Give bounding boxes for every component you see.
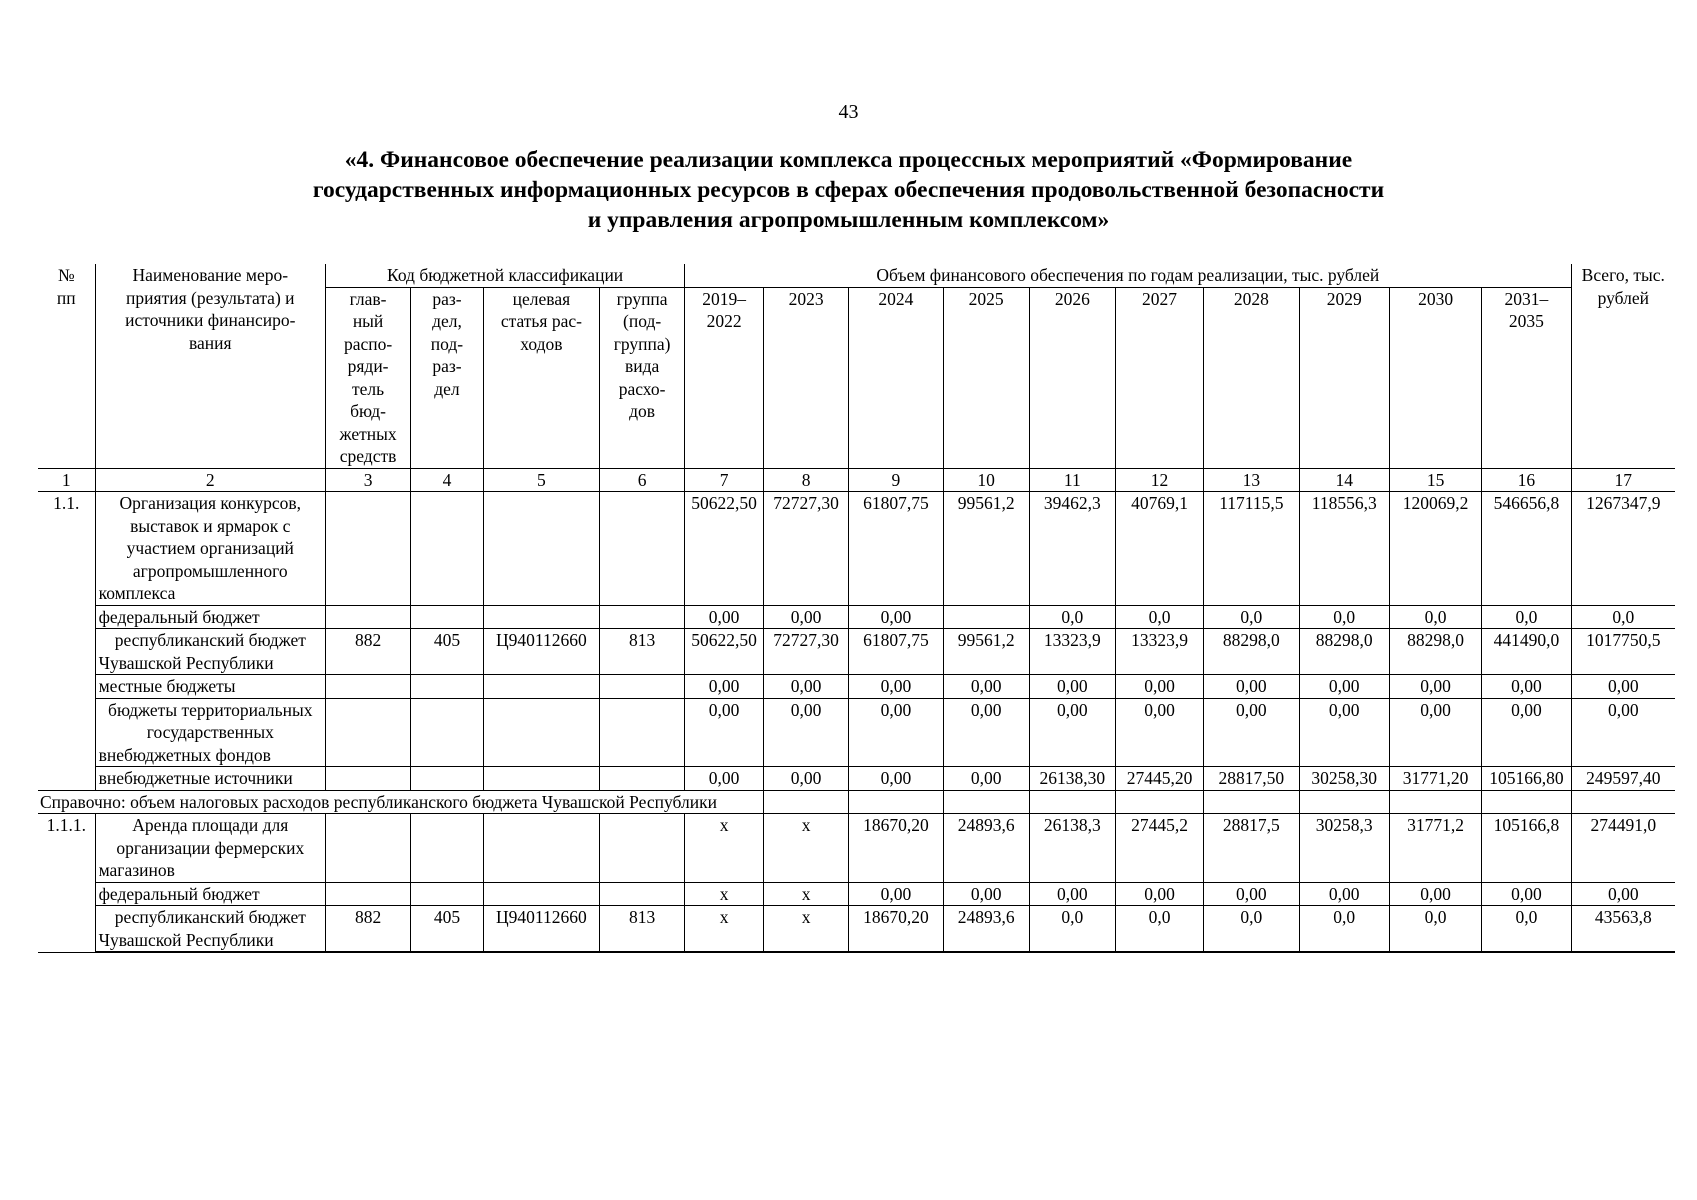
header-year-line: 2024	[878, 288, 914, 309]
row-value: 0,0	[1029, 906, 1115, 953]
header-line: группа	[616, 288, 668, 309]
table-row	[38, 882, 1675, 906]
row-total: 0,00	[1571, 882, 1675, 906]
row-value: 0,00	[1115, 882, 1203, 906]
row-grbs	[326, 698, 411, 767]
row-value: 99561,2	[943, 492, 1029, 606]
row-value: 0,00	[943, 698, 1029, 767]
row-value: 88298,0	[1389, 629, 1481, 675]
reference-section	[38, 790, 1675, 814]
title-line-1: «4. Финансовое обеспечение реализации комплекса процессных мероприятий «Формирование	[344, 147, 1353, 173]
row-value: 24893,6	[943, 814, 1029, 883]
table-row	[38, 698, 1675, 767]
row-target	[483, 882, 599, 906]
header-name	[95, 264, 325, 468]
row-value: 0,00	[764, 767, 849, 791]
row-value: 39462,3	[1029, 492, 1115, 606]
row-value: 24893,6	[943, 906, 1029, 953]
row-group	[600, 767, 685, 791]
row-grbs	[326, 767, 411, 791]
column-number: 14	[1299, 468, 1389, 492]
row-value: 0,00	[1029, 698, 1115, 767]
empty-cell	[849, 790, 943, 814]
header-line: (под-	[623, 311, 662, 331]
header-year	[943, 287, 1029, 468]
header-line: ный	[352, 311, 384, 331]
row-value: 30258,3	[1299, 814, 1389, 883]
table-row	[38, 814, 1675, 883]
row-name: федеральный бюджет	[95, 882, 325, 906]
header-line: рублей	[1597, 287, 1649, 308]
row-section	[411, 698, 484, 767]
table-row	[38, 605, 1675, 629]
row-value: 72727,30	[764, 492, 849, 606]
row-grbs	[326, 675, 411, 699]
row-target: Ц940112660	[483, 906, 599, 953]
empty-cell	[1482, 790, 1571, 814]
row-value: 50622,50	[685, 629, 764, 675]
reference-row	[38, 790, 1675, 814]
row-value: 0,00	[685, 675, 764, 699]
header-year	[849, 287, 943, 468]
row-value: 441490,0	[1482, 629, 1571, 675]
header-section	[411, 287, 484, 468]
header-grbs	[326, 287, 411, 468]
header-line: источники финансиро-	[125, 310, 296, 330]
row-value: 0,00	[1115, 675, 1203, 699]
row-grbs: 882	[326, 906, 411, 953]
row-value: 27445,20	[1115, 767, 1203, 791]
table-row	[38, 492, 1675, 606]
row-value: 0,00	[1389, 675, 1481, 699]
empty-cell	[1029, 790, 1115, 814]
row-value: 0,00	[1482, 698, 1571, 767]
header-line: раз-	[432, 288, 462, 309]
row-total: 0,00	[1571, 675, 1675, 699]
row-name: бюджеты территориальных государственных внебюджетных фондов	[95, 698, 325, 767]
header-line: дов	[629, 401, 656, 421]
row-value: 61807,75	[849, 492, 943, 606]
row-total: 1017750,5	[1571, 629, 1675, 675]
header-line: раз-	[432, 356, 462, 376]
row-value: x	[685, 814, 764, 883]
row-value: 0,00	[849, 605, 943, 629]
row-total: 0,0	[1571, 605, 1675, 629]
row-value: 0,0	[1389, 605, 1481, 629]
empty-cell	[764, 790, 849, 814]
row-value: 0,00	[764, 675, 849, 699]
header-year-line: 2022	[706, 311, 742, 331]
header-year	[1029, 287, 1115, 468]
table-row	[38, 767, 1675, 791]
header-line: статья рас-	[500, 311, 582, 331]
row-value: 0,00	[849, 675, 943, 699]
row-grbs: 882	[326, 629, 411, 675]
header-line: жетных	[339, 423, 397, 444]
row-value: 118556,3	[1299, 492, 1389, 606]
header-line: глав-	[349, 288, 387, 309]
header-year	[764, 287, 849, 468]
header-year-line: 2031–	[1504, 288, 1549, 309]
column-number: 2	[95, 468, 325, 492]
row-value: 0,00	[1299, 882, 1389, 906]
row-value: 0,0	[1204, 906, 1299, 953]
row-value: 0,00	[1029, 882, 1115, 906]
row-number: 1.1.	[38, 492, 95, 791]
header-year	[1204, 287, 1299, 468]
row-value: 0,00	[685, 605, 764, 629]
row-total: 249597,40	[1571, 767, 1675, 791]
table-body-reference	[38, 814, 1675, 953]
empty-cell	[943, 790, 1029, 814]
row-value: 0,0	[1482, 605, 1571, 629]
empty-cell	[1571, 790, 1675, 814]
row-value: 0,00	[849, 882, 943, 906]
header-line: распо-	[343, 333, 393, 354]
empty-cell	[1389, 790, 1481, 814]
row-name: республиканский бюджет Чувашской Республики	[95, 629, 325, 675]
header-row-1	[38, 264, 1675, 287]
row-section: 405	[411, 629, 484, 675]
header-year-line: 2027	[1142, 288, 1177, 309]
row-value: 0,00	[1389, 698, 1481, 767]
row-group	[600, 698, 685, 767]
row-grbs	[326, 492, 411, 606]
row-value: 28817,5	[1204, 814, 1299, 883]
column-number: 3	[326, 468, 411, 492]
header-year-line: 2019–	[702, 288, 746, 309]
header-group	[600, 287, 685, 468]
row-value: 0,00	[1482, 882, 1571, 906]
row-value: 40769,1	[1115, 492, 1203, 606]
header-line: пп	[56, 287, 76, 308]
header-year-line: 2025	[968, 288, 1004, 309]
row-value: 0,0	[1115, 906, 1203, 953]
row-value: 99561,2	[943, 629, 1029, 675]
row-value: 0,00	[943, 675, 1029, 699]
row-value: 546656,8	[1482, 492, 1571, 606]
row-grbs	[326, 882, 411, 906]
row-group: 813	[600, 906, 685, 953]
header-line: дел,	[432, 311, 462, 331]
row-value: 0,0	[1204, 605, 1299, 629]
row-value: 0,00	[849, 767, 943, 791]
row-value: 88298,0	[1204, 629, 1299, 675]
row-value	[943, 605, 1029, 629]
empty-cell	[1299, 790, 1389, 814]
column-number: 6	[600, 468, 685, 492]
header-volume-group: Объем финансового обеспечения по годам реализации, тыс. рублей	[685, 264, 1571, 287]
row-value: 13323,9	[1115, 629, 1203, 675]
column-number: 4	[411, 468, 484, 492]
header-line: приятия (результата) и	[126, 287, 295, 308]
header-line: ходов	[520, 333, 563, 354]
row-group	[600, 492, 685, 606]
row-grbs	[326, 814, 411, 883]
header-line: бюд-	[350, 401, 386, 421]
row-grbs	[326, 605, 411, 629]
header-year-line: 2030	[1418, 288, 1454, 309]
row-value: 0,00	[1204, 698, 1299, 767]
row-target	[483, 698, 599, 767]
column-number: 12	[1115, 468, 1203, 492]
row-value: 0,00	[1299, 675, 1389, 699]
row-value: 0,0	[1029, 605, 1115, 629]
empty-cell	[1204, 790, 1299, 814]
row-value: 30258,30	[1299, 767, 1389, 791]
header-year	[1389, 287, 1481, 468]
header-line: дел	[434, 378, 460, 399]
row-number: 1.1.1.	[38, 814, 95, 953]
row-value: x	[764, 882, 849, 906]
row-section	[411, 675, 484, 699]
header-line: расхо-	[618, 378, 666, 399]
row-value: 27445,2	[1115, 814, 1203, 883]
row-value: 117115,5	[1204, 492, 1299, 606]
row-value: x	[685, 906, 764, 953]
row-group	[600, 675, 685, 699]
header-line: целевая	[512, 288, 571, 309]
row-value: 105166,8	[1482, 814, 1571, 883]
row-total: 0,00	[1571, 698, 1675, 767]
header-line: Всего, тыс.	[1581, 265, 1665, 285]
row-value: 105166,80	[1482, 767, 1571, 791]
header-year	[1482, 287, 1571, 468]
row-target	[483, 675, 599, 699]
row-value: 0,00	[1204, 675, 1299, 699]
row-name: местные бюджеты	[95, 675, 325, 699]
column-number: 1	[38, 468, 95, 492]
row-total: 43563,8	[1571, 906, 1675, 953]
row-value: 0,00	[849, 698, 943, 767]
header-year	[1299, 287, 1389, 468]
row-target	[483, 492, 599, 606]
header-line: №	[57, 265, 75, 285]
row-section	[411, 814, 484, 883]
row-value: 18670,20	[849, 814, 943, 883]
row-name: Аренда площади для организации фермерских магазинов	[95, 814, 325, 883]
row-section	[411, 605, 484, 629]
row-value: 0,0	[1482, 906, 1571, 953]
header-line: ряди-	[347, 356, 389, 376]
page-number: 43	[838, 101, 859, 123]
header-year	[1115, 287, 1203, 468]
column-number: 11	[1029, 468, 1115, 492]
row-value: 0,00	[1299, 698, 1389, 767]
row-section	[411, 492, 484, 606]
row-section	[411, 882, 484, 906]
row-value: x	[764, 906, 849, 953]
row-group: 813	[600, 629, 685, 675]
row-total: 1267347,9	[1571, 492, 1675, 606]
row-section	[411, 767, 484, 791]
row-value: 0,00	[764, 605, 849, 629]
table-row	[38, 629, 1675, 675]
row-value: 13323,9	[1029, 629, 1115, 675]
row-value: 72727,30	[764, 629, 849, 675]
row-value: 0,00	[764, 698, 849, 767]
table-header	[38, 264, 1675, 492]
table-body	[38, 492, 1675, 791]
row-target	[483, 767, 599, 791]
header-year-line: 2026	[1054, 288, 1090, 309]
header-year-line: 2035	[1508, 311, 1544, 331]
column-number: 9	[849, 468, 943, 492]
document-title	[200, 145, 1497, 235]
row-value: 0,0	[1299, 906, 1389, 953]
row-value: 0,0	[1389, 906, 1481, 953]
row-value: 50622,50	[685, 492, 764, 606]
header-code-group: Код бюджетной классификации	[326, 264, 685, 287]
column-number: 16	[1482, 468, 1571, 492]
row-value: 0,00	[1029, 675, 1115, 699]
row-value: 61807,75	[849, 629, 943, 675]
row-name: федеральный бюджет	[95, 605, 325, 629]
header-year-line: 2029	[1326, 288, 1362, 309]
column-number: 17	[1571, 468, 1675, 492]
row-value: 120069,2	[1389, 492, 1481, 606]
empty-cell	[1115, 790, 1203, 814]
table-row	[38, 906, 1675, 953]
table-row	[38, 675, 1675, 699]
column-number: 13	[1204, 468, 1299, 492]
row-value: 0,00	[1115, 698, 1203, 767]
row-value: 18670,20	[849, 906, 943, 953]
column-number: 5	[483, 468, 599, 492]
header-line: группа)	[613, 333, 671, 354]
header-line: тель	[352, 378, 385, 399]
header-line: вида	[624, 356, 660, 376]
row-value: 0,0	[1299, 605, 1389, 629]
row-value: 31771,2	[1389, 814, 1481, 883]
row-value: 0,00	[943, 882, 1029, 906]
row-value: 26138,30	[1029, 767, 1115, 791]
row-value: x	[685, 882, 764, 906]
header-target	[483, 287, 599, 468]
row-value: 0,00	[1389, 882, 1481, 906]
row-name: Организация конкурсов, выставок и ярмарок с участием организаций агропромышленного комплекса	[95, 492, 325, 606]
column-number: 7	[685, 468, 764, 492]
row-value: 0,00	[685, 698, 764, 767]
row-value: 0,00	[1482, 675, 1571, 699]
row-value: 88298,0	[1299, 629, 1389, 675]
reference-note: Справочно: объем налоговых расходов республиканского бюджета Чувашской Республики	[38, 790, 764, 814]
row-section: 405	[411, 906, 484, 953]
row-value: 28817,50	[1204, 767, 1299, 791]
column-number: 10	[943, 468, 1029, 492]
row-target	[483, 814, 599, 883]
column-numbers-row	[38, 468, 1675, 492]
header-line: средств	[339, 446, 397, 466]
header-year	[685, 287, 764, 468]
row-target	[483, 605, 599, 629]
column-number: 8	[764, 468, 849, 492]
header-total	[1571, 264, 1675, 468]
row-value: 0,0	[1115, 605, 1203, 629]
row-value: 0,00	[1204, 882, 1299, 906]
row-value: 0,00	[685, 767, 764, 791]
financing-table	[38, 264, 1675, 953]
header-line: под-	[430, 333, 464, 354]
row-total: 274491,0	[1571, 814, 1675, 883]
row-value: x	[764, 814, 849, 883]
row-target: Ц940112660	[483, 629, 599, 675]
row-group	[600, 882, 685, 906]
row-group	[600, 814, 685, 883]
header-year-line: 2028	[1233, 288, 1269, 309]
title-line-2: государственных информационных ресурсов в сферах обеспечения продовольственной безопасности	[312, 177, 1385, 203]
header-num	[38, 264, 95, 468]
row-value: 31771,20	[1389, 767, 1481, 791]
header-line: вания	[189, 332, 232, 353]
title-line-3: и управления агропромышленным комплексом»	[587, 207, 1110, 233]
header-year-line: 2023	[788, 288, 824, 309]
row-group	[600, 605, 685, 629]
column-number: 15	[1389, 468, 1481, 492]
row-name: республиканский бюджет Чувашской Республики	[95, 906, 325, 953]
row-value: 26138,3	[1029, 814, 1115, 883]
row-value: 0,00	[943, 767, 1029, 791]
header-line: Наименование меро-	[132, 265, 289, 285]
row-name: внебюджетные источники	[95, 767, 325, 791]
